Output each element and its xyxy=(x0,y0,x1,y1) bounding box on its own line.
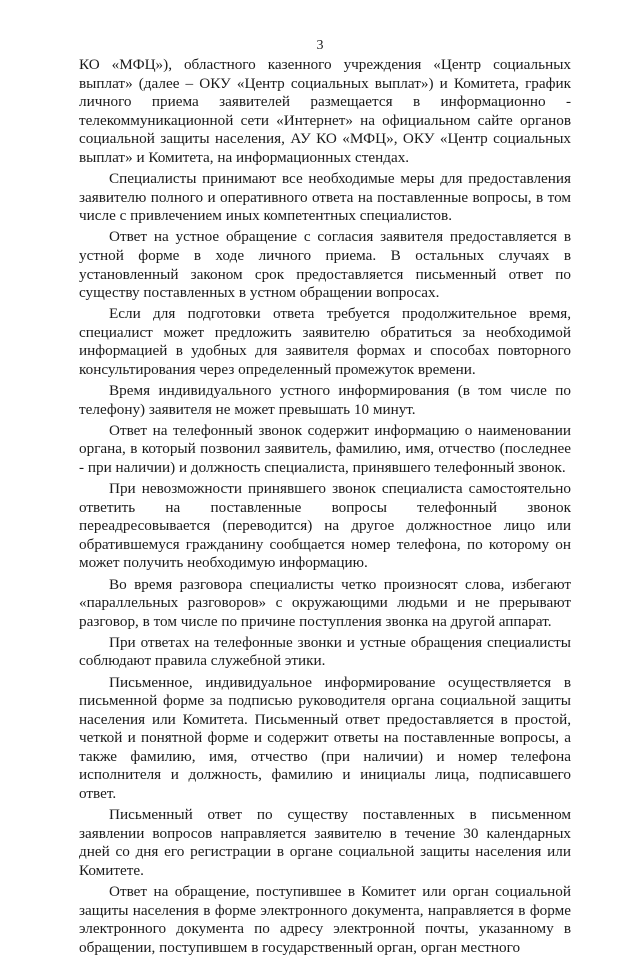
paragraph-oral-response: Ответ на устное обращение с согласия заявителя предоставляется в устной форме в ходе личного приема. В остальных случаях в установленный законом срок предоставляется письменный ответ по существу поставленных в устном обращении вопросах. xyxy=(79,228,571,302)
paragraph-written-answer-deadline: Письменный ответ по существу поставленных в письменном заявлении вопросов направляется заявителю в течение 30 календарных дней со дня его регистрации в органе социальной защиты населения или Комитете. xyxy=(79,806,571,879)
paragraph-schedule-placement: КО «МФЦ»), областного казенного учреждения «Центр социальных выплат» (далее – ОКУ «Центр социальных выплат») и Комитета, график личного приема заявителей размещается в информационно - телекоммуникационной сети «Интернет» на официальном сайте органов социальной защиты населения, АУ КО «МФЦ», ОКУ «Центр социальных выплат» и Комитета, на информационных стендах. xyxy=(79,56,571,166)
page-number: 3 xyxy=(316,38,324,53)
paragraph-written-informing: Письменное, индивидуальное информирование осуществляется в письменной форме за подписью руководителя органа социальной защиты населения или Комитета. Письменный ответ предоставляется в простой, четкой и понятной форме и содержит ответы на поставленные вопросы, а также фамилию, имя, отчество (при наличии) и номер телефона исполнителя и должность, фамилию и инициалы лица, подписавшего ответ. xyxy=(79,673,571,803)
paragraph-service-ethics: При ответах на телефонные звонки и устные обращения специалисты соблюдают правила служебной этики. xyxy=(79,633,571,670)
paragraph-electronic-answer: Ответ на обращение, поступившее в Комитет или орган социальной защиты населения в форме электронного документа, направляется в форме электронного документа по адресу электронной почты, указанному в обращении, поступившем в государственный орган, орган местного xyxy=(79,883,571,956)
document-body xyxy=(79,56,571,960)
paragraph-oral-time-limit: Время индивидуального устного информирования (в том числе по телефону) заявителя не может превышать 10 минут. xyxy=(79,382,571,418)
paragraph-repeat-consultation: Если для подготовки ответа требуется продолжительное время, специалист может предложить заявителю обратиться за необходимой информацией в удобных для заявителя формах и способах повторного консультирования через определенный промежуток времени. xyxy=(79,305,571,378)
paragraph-call-redirect: При невозможности принявшего звонок специалиста самостоятельно ответить на поставленные вопросы телефонный звонок переадресовывается (переводится) на другое должностное лицо или обратившемуся гражданину сообщается номер телефона, по которому он может получить необходимую информацию. xyxy=(79,480,571,572)
paragraph-conversation-rules: Во время разговора специалисты четко произносят слова, избегают «параллельных разговоров» с окружающими людьми и не прерывают разговор, в том числе по причине поступления звонка на другой аппарат. xyxy=(79,575,571,630)
paragraph-phone-answer-content: Ответ на телефонный звонок содержит информацию о наименовании органа, в который позвонил заявитель, фамилию, имя, отчество (последнее - при наличии) и должность специалиста, принявшего телефонный звонок. xyxy=(79,421,571,476)
paragraph-specialists-measures: Специалисты принимают все необходимые меры для предоставления заявителю полного и оперативного ответа на поставленные вопросы, в том числе с привлечением иных компетентных специалистов. xyxy=(79,170,571,225)
